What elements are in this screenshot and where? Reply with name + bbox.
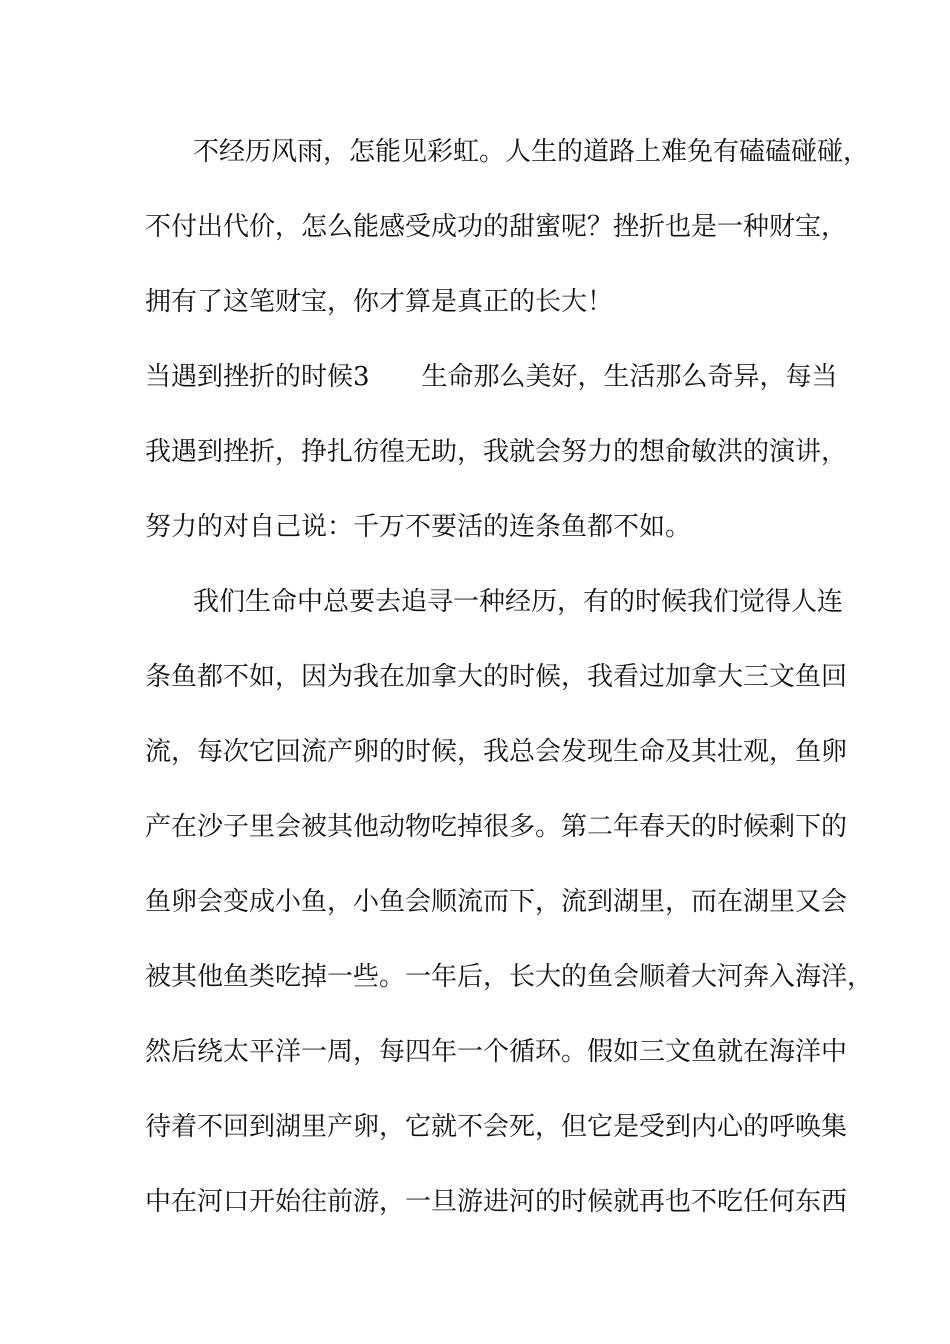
paragraph-line-14: 待着不回到湖里产卵，它就不会死，但它是受到内心的呼唤集: [145, 1112, 848, 1142]
paragraph-line-3: 拥有了这笔财宝，你才算是真正的长大！: [145, 287, 614, 317]
paragraph-line-2: 不付出代价，怎么能感受成功的甜蜜呢？挫折也是一种财宝，: [145, 212, 848, 242]
paragraph-line-11: 鱼卵会变成小鱼，小鱼会顺流而下，流到湖里，而在湖里又会: [145, 887, 848, 917]
paragraph-line-7: 我们生命中总要去追寻一种经历，有的时候我们觉得人连: [193, 587, 844, 617]
paragraph-line-1: 不经历风雨，怎能见彩虹。人生的道路上难免有磕磕碰碰，: [193, 137, 870, 167]
paragraph-line-9: 流，每次它回流产卵的时候，我总会发现生命及其壮观，鱼卵: [145, 737, 848, 767]
paragraph-line-5: 我遇到挫折，挣扎彷徨无助，我就会努力的想俞敏洪的演讲，: [145, 437, 848, 467]
paragraph-line-8: 条鱼都不如，因为我在加拿大的时候，我看过加拿大三文鱼回: [145, 662, 848, 692]
paragraph-line-12: 被其他鱼类吃掉一些。一年后，长大的鱼会顺着大河奔入海洋，: [145, 962, 874, 992]
paragraph-line-13: 然后绕太平洋一周，每四年一个循环。假如三文鱼就在海洋中: [145, 1037, 848, 1067]
paragraph-line-15: 中在河口开始往前游，一旦游进河的时候就再也不吃任何东西: [145, 1187, 848, 1217]
paragraph-line-6: 努力的对自己说：千万不要活的连条鱼都不如。: [145, 512, 692, 542]
paragraph-line-10: 产在沙子里会被其他动物吃掉很多。第二年春天的时候剩下的: [145, 812, 848, 842]
section-heading-line: 当遇到挫折的时候3 生命那么美好，生活那么奇异，每当: [145, 362, 838, 392]
